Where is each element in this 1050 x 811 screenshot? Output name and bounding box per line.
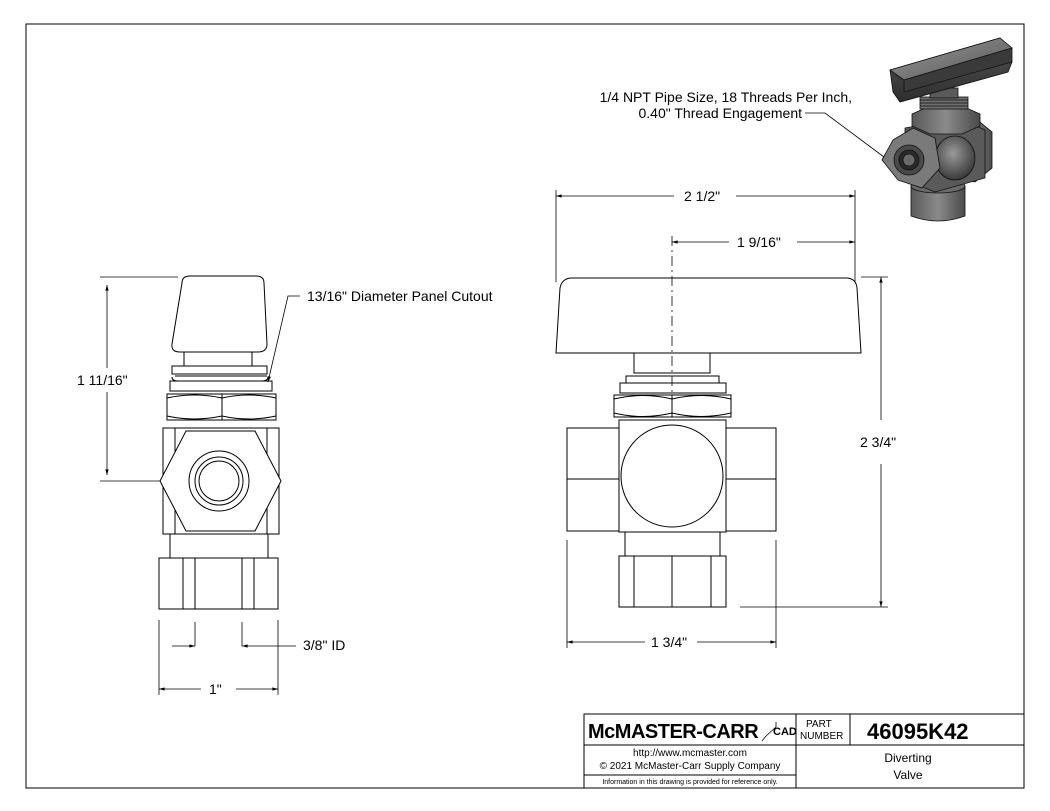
thread-note-line1: 1/4 NPT Pipe Size, 18 Threads Per Inch,	[599, 89, 852, 105]
part-number: 46095K42	[867, 719, 969, 744]
dim-inner-diameter: 3/8" ID	[303, 637, 346, 653]
thread-note-line2: 0.40" Thread Engagement	[638, 105, 802, 121]
dim-overall-width: 2 1/2"	[684, 188, 721, 204]
disclaimer-text: Information in this drawing is provided for reference only.	[602, 779, 778, 786]
website-url: http://www.mcmaster.com	[633, 748, 747, 759]
cad-mark: CAD	[773, 726, 797, 738]
side-view	[159, 276, 281, 609]
copyright-text: © 2021 McMaster-Carr Supply Company	[599, 761, 781, 772]
dim-handle-offset: 1 9/16"	[737, 234, 781, 250]
part-description-line2: Valve	[893, 768, 923, 782]
mcmaster-logo: McMASTER-CARR	[588, 721, 759, 743]
front-view	[556, 236, 861, 607]
dim-overall-height: 2 3/4"	[860, 434, 897, 450]
dim-panel-cutout: 13/16" Diameter Panel Cutout	[307, 288, 493, 304]
part-number-label-line1: PART	[806, 719, 832, 730]
dim-body-width: 1 3/4"	[651, 634, 688, 650]
isometric-valve-render	[882, 38, 1012, 221]
dim-width-left: 1"	[209, 681, 222, 697]
dim-height-left: 1 11/16"	[77, 372, 128, 388]
part-description-line1: Diverting	[884, 751, 932, 765]
part-number-label-line2: NUMBER	[800, 731, 844, 742]
